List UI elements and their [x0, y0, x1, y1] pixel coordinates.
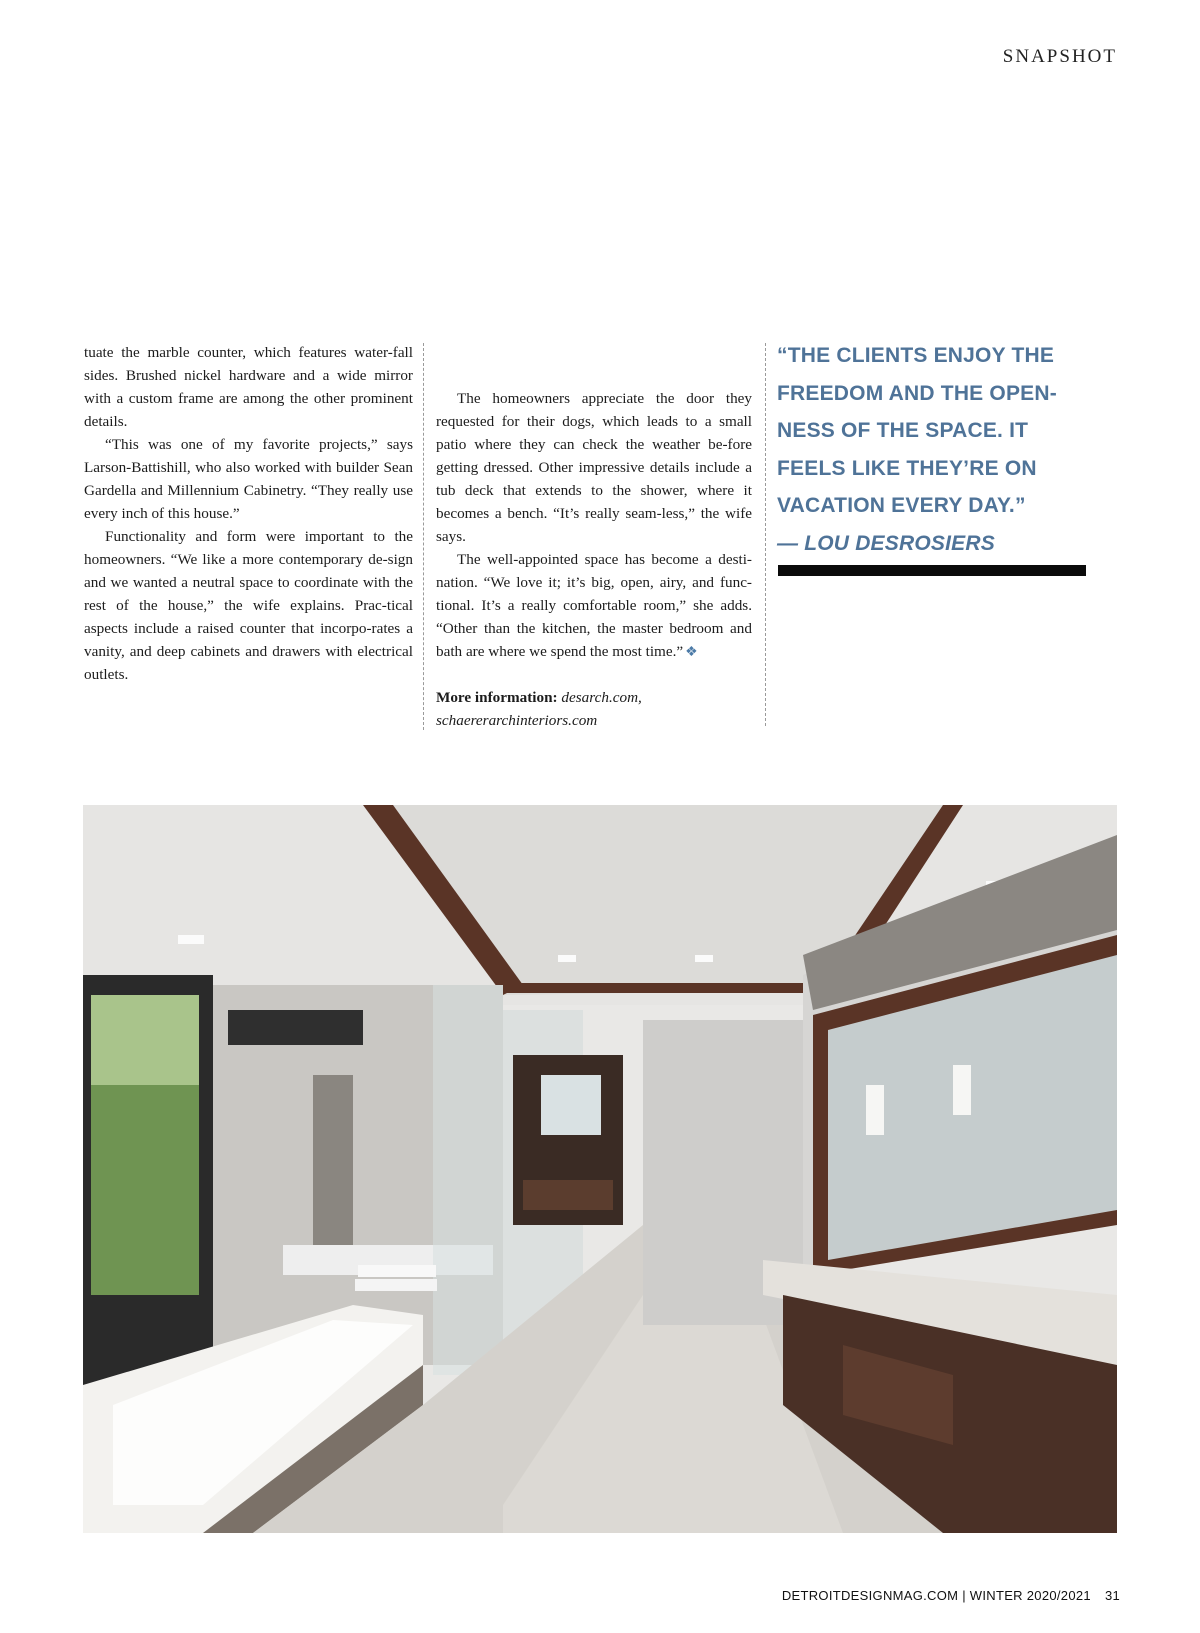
- pull-quote-text: “THE CLIENTS ENJOY THE FREEDOM AND THE OPEN-NESS OF THE SPACE. IT FEELS LIKE THEY’RE ON VACATION EVERY DAY.”: [777, 344, 1057, 517]
- paragraph: [436, 548, 752, 664]
- paragraph: tuate the marble counter, which features water-fall sides. Brushed nickel hardware and a wide mirror with a custom frame are among the other prominent details.: [84, 344, 413, 430]
- more-information-links[interactable]: desarch.com, schaererarchinteriors.com: [436, 689, 642, 729]
- paragraph: The homeowners appreciate the door they requested for their dogs, which leads to a small patio where they can check the weather be-fore getting dressed. Other impressive details include a tub deck that extends to the shower, where it becomes a bench. “It’s really seam-less,” the wife says.: [436, 390, 752, 545]
- paragraph: “This was one of my favorite projects,” says Larson-Battishill, who also worked with builder Sean Gardella and Millennium Cabinetry. “They really use every inch of this house.”: [84, 436, 413, 522]
- paragraph-text: The well-appointed space has become a desti-nation. “We love it; it’s big, open, airy, and func-tional. It’s a really comfortable room,” she adds. “Other than the kitchen, the master bedroom and bath are where we spend the most time.”: [436, 551, 752, 660]
- pull-quote-bar: [778, 565, 1086, 576]
- column-divider: [765, 343, 766, 726]
- pull-quote-attribution: — LOU DESROSIERS: [777, 531, 995, 555]
- page-footer: [782, 1588, 1120, 1603]
- article-column-1: [84, 341, 413, 686]
- publication-info: DETROITDESIGNMAG.COM | WINTER 2020/2021: [781, 1588, 1091, 1603]
- section-label: SNAPSHOT: [1002, 46, 1117, 67]
- end-mark-icon: ❖: [685, 645, 698, 660]
- pull-quote: [777, 337, 1097, 562]
- page-number: 31: [1104, 1588, 1120, 1603]
- column-divider: [423, 343, 424, 730]
- bathroom-photo: [83, 805, 1117, 1533]
- more-information: [436, 686, 752, 732]
- paragraph: Functionality and form were important to the homeowners. “We like a more contemporary de-sign and we wanted a neutral space to coordinate with the rest of the house,” the wife explains. Prac-tical aspects include a raised counter that incorpo-rates a vanity, and deep cabinets and drawers with electrical outlets.: [84, 528, 413, 683]
- more-information-label: More information:: [436, 689, 558, 706]
- article-column-2: [436, 387, 752, 732]
